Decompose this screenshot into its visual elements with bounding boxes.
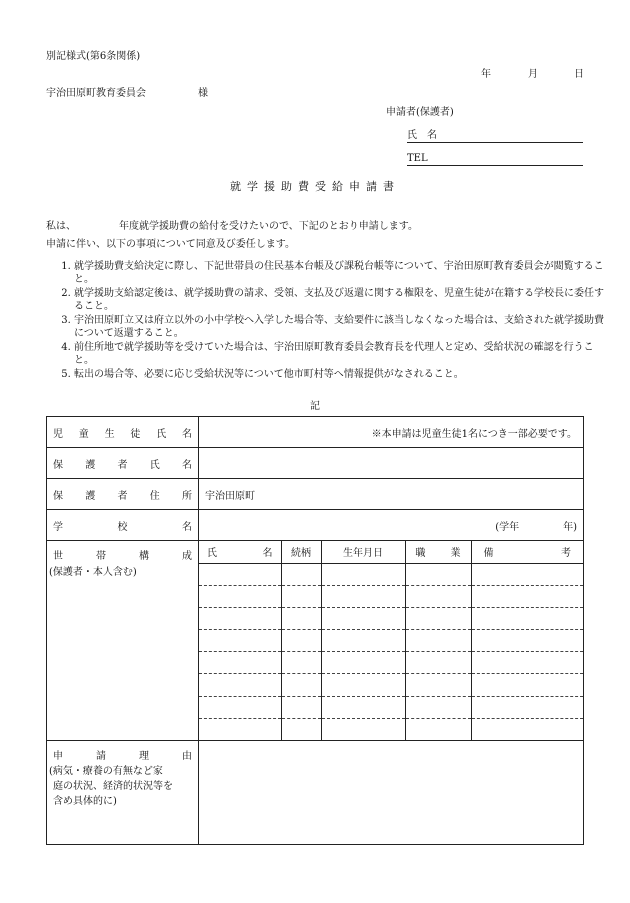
member-birth-cell[interactable] [321,563,405,585]
col-birth-header: 生年月日 [321,541,405,563]
household-sublabel: (保護者・本人含む) [49,567,137,578]
member-birth-cell[interactable] [321,696,405,718]
member-job-cell[interactable] [405,696,471,718]
member-note-cell[interactable] [471,652,583,674]
member-note-cell[interactable] [471,696,583,718]
reason-label: 申 請 理 由 (病気・療養の有無など家 庭の状況、経済的状況等を 含め具体的に) [47,741,199,845]
intro-line-1-prefix: 私は、 [46,221,76,232]
date-year-label: 年 [481,69,491,80]
grade-open: (学年 [495,521,520,533]
school-label: 学 校 名 [47,510,199,541]
consent-item: 5. 転出の場合等、必要に応じ受給状況等について他市町村等へ情報提供がなされること。 [74,368,604,381]
address-prefix: 宇治田原町 [205,490,255,502]
household-row [199,630,583,652]
reason-sublabel-line: 含め具体的に) [53,796,117,807]
consent-item: 1. 就学援助費支給決定に際し、下記世帯員の住民基本台帳及び課税台帳等について、宇治田原町教育委員会が閲覧すること。 [74,260,604,286]
child-name-label: 児 童 生 徒 氏 名 [47,417,199,448]
date-day-label: 日 [574,69,584,80]
consent-items [56,260,604,382]
member-name-cell[interactable] [199,607,281,629]
reason-sublabel-line: (病気・療養の有無など家 [49,766,163,777]
member-birth-cell[interactable] [321,585,405,607]
consent-item: 2. 就学援助支給認定後は、就学援助費の請求、受領、支払及び返還に関する権限を、児童生徒が在籍する学校長に委任すること。 [74,287,604,313]
member-note-cell[interactable] [471,585,583,607]
reason-sublabel-line: 庭の状況、経済的状況等を [53,781,173,792]
applicant-label: 申請者(保護者) [386,107,454,118]
applicant-name-label: 氏 名 [407,130,437,141]
member-name-cell[interactable] [199,563,281,585]
member-note-cell[interactable] [471,630,583,652]
household-row [199,696,583,718]
guardian-address-label: 保 護 者 住 所 [47,479,199,510]
ki-heading: 記 [310,401,320,412]
household-row [199,718,583,740]
guardian-name-field[interactable] [199,448,584,479]
member-birth-cell[interactable] [321,718,405,740]
household-row [199,607,583,629]
guardian-name-label: 保 護 者 氏 名 [47,448,199,479]
member-relation-cell[interactable] [281,585,321,607]
consent-item: 4. 前住所地で就学援助等を受けていた場合は、宇治田原町教育委員会教育長を代理人と定め、受給状況の確認を行うこと。 [74,341,604,367]
document-title: 就学援助費受給申請書 [230,180,400,193]
member-relation-cell[interactable] [281,696,321,718]
household-label: 世 帯 構 成 (保護者・本人含む) [47,541,199,741]
intro-line-2: 申請に伴い、以下の事項について同意及び委任します。 [46,239,295,250]
date-month-label: 月 [528,69,538,80]
applicant-tel-line[interactable] [407,165,583,166]
intro-line-1: 年度就学援助費の給付を受けたいので、下記のとおり申請します。 [119,221,418,232]
member-job-cell[interactable] [405,718,471,740]
household-row [199,652,583,674]
school-field[interactable] [199,510,584,541]
member-name-cell[interactable] [199,585,281,607]
household-grid [199,541,583,740]
member-relation-cell[interactable] [281,630,321,652]
member-job-cell[interactable] [405,630,471,652]
member-name-cell[interactable] [199,696,281,718]
reason-field[interactable] [199,741,584,845]
member-birth-cell[interactable] [321,652,405,674]
member-note-cell[interactable] [471,607,583,629]
guardian-address-field[interactable] [199,479,584,510]
member-job-cell[interactable] [405,674,471,696]
member-job-cell[interactable] [405,607,471,629]
application-table [46,416,584,845]
household-row [199,563,583,585]
applicant-tel-label: TEL [407,153,428,164]
household-row [199,585,583,607]
household-row [199,674,583,696]
member-name-cell[interactable] [199,630,281,652]
grade-close: 年) [563,521,577,533]
member-relation-cell[interactable] [281,607,321,629]
member-note-cell[interactable] [471,563,583,585]
col-relation-header: 続柄 [281,541,321,563]
member-relation-cell[interactable] [281,563,321,585]
col-job-header: 職 業 [405,541,471,563]
member-note-cell[interactable] [471,718,583,740]
member-birth-cell[interactable] [321,630,405,652]
member-name-cell[interactable] [199,718,281,740]
member-birth-cell[interactable] [321,674,405,696]
member-job-cell[interactable] [405,585,471,607]
form-reference: 別記様式(第6条関係) [46,51,141,62]
household-grid-cell [199,541,584,741]
member-relation-cell[interactable] [281,674,321,696]
applicant-name-line[interactable] [407,142,583,143]
member-job-cell[interactable] [405,652,471,674]
member-relation-cell[interactable] [281,718,321,740]
one-per-child-note: ※本申請は児童生徒1名につき一部必要です。 [371,428,577,440]
member-name-cell[interactable] [199,652,281,674]
col-note-header: 備 考 [471,541,583,563]
member-relation-cell[interactable] [281,652,321,674]
member-note-cell[interactable] [471,674,583,696]
addressee: 宇治田原町教育委員会 [46,88,146,99]
member-job-cell[interactable] [405,563,471,585]
consent-item: 3. 宇治田原町立又は府立以外の小中学校へ入学した場合等、支給要件に該当しなくなった場合は、支給された就学援助費について返還すること。 [74,314,604,340]
member-birth-cell[interactable] [321,607,405,629]
col-name-header: 氏 名 [199,541,281,563]
member-name-cell[interactable] [199,674,281,696]
child-name-field[interactable] [199,417,584,448]
honorific: 様 [198,88,208,99]
